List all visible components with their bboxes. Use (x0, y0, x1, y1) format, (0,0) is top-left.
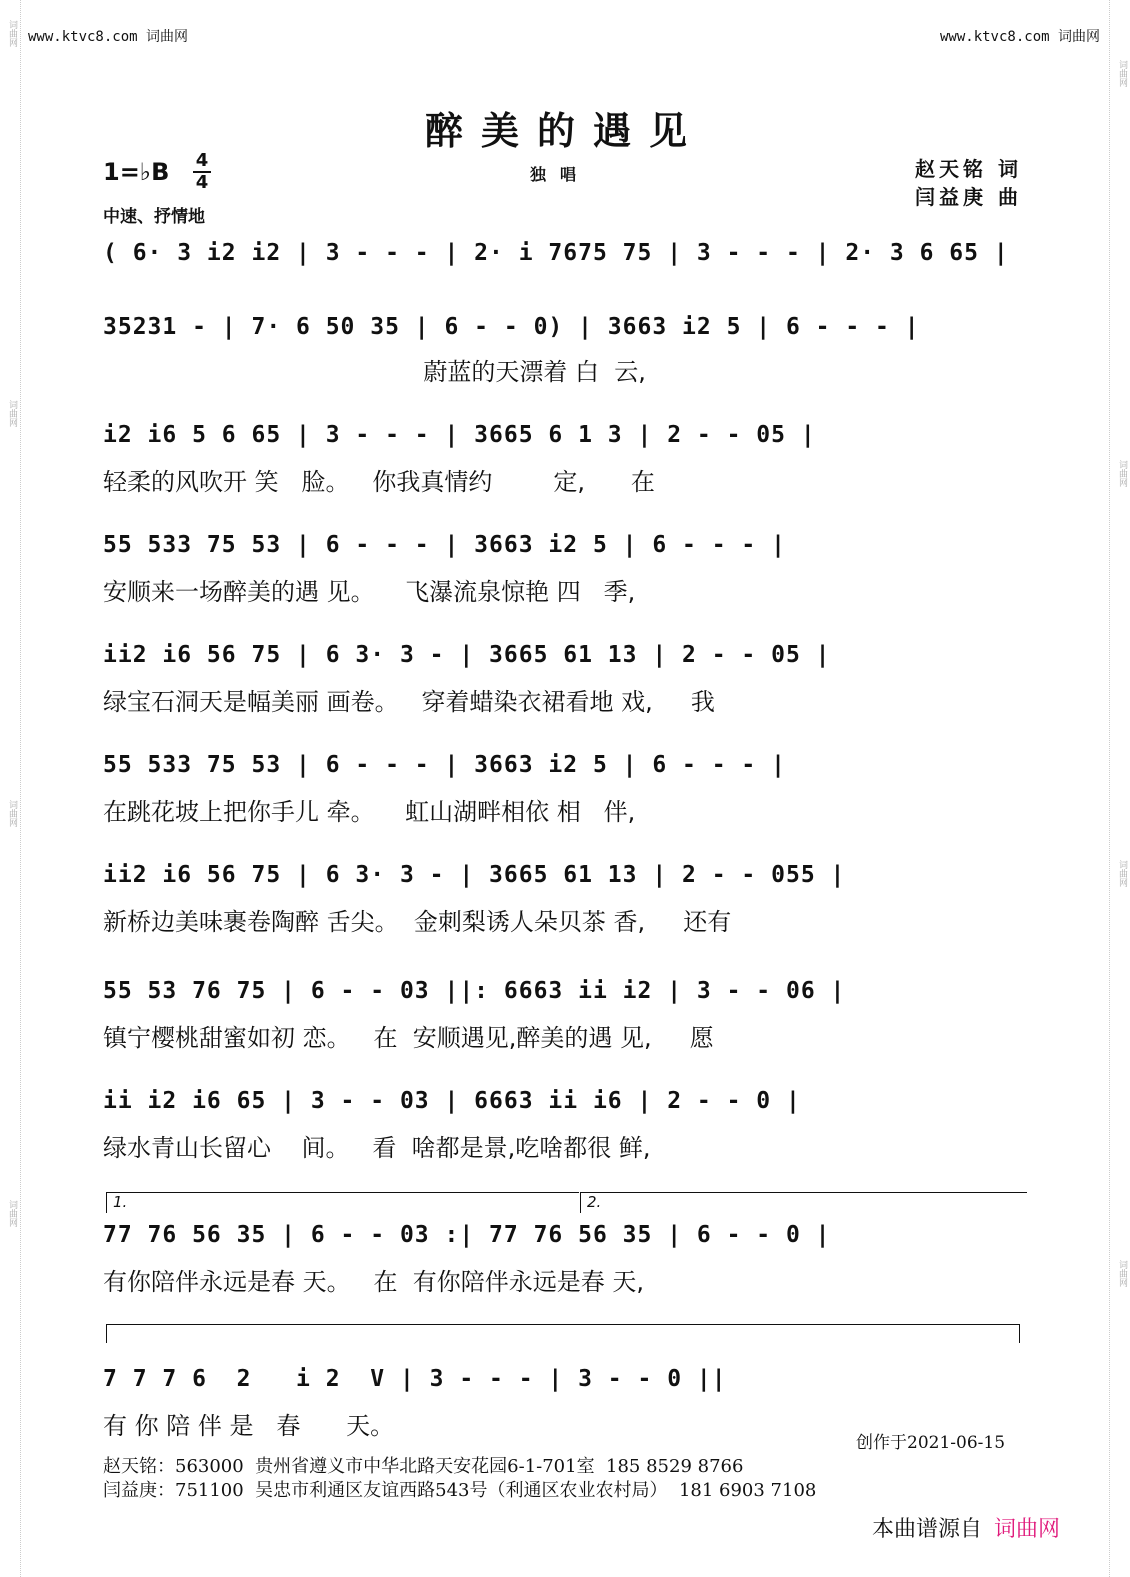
site-watermark-right: www.ktvc8.com 词曲网 (939, 29, 1100, 45)
notes-line: 77 76 56 35 | 6 - - 03 :| 77 76 56 35 | 6 - - 0 | (103, 1222, 831, 1248)
lyrics-line: 安顺来一场醉美的遇 见。 飞瀑流泉惊艳 四 季, (103, 578, 636, 606)
notes-line: ii2 i6 56 75 | 6 3· 3 - | 3665 61 13 | 2 - - 05 | (103, 642, 831, 668)
lyrics-line: 新桥边美味裹卷陶醉 舌尖。 金刺梨诱人朵贝茶 香, 还有 (103, 908, 732, 936)
notes-line: i2 i6 5 6 65 | 3 - - - | 3665 6 1 3 | 2 - - 05 | (103, 422, 816, 448)
ending-bracket (106, 1324, 1020, 1343)
source-brand-link[interactable]: 词曲网 (994, 1517, 1061, 1542)
side-watermark: 词曲网 (1117, 460, 1127, 487)
side-watermark: 词曲网 (7, 400, 17, 427)
lyrics-line: 有你陪伴永远是春 天。 在 有你陪伴永远是春 天, (103, 1268, 645, 1296)
lyrics-line: 绿宝石洞天是幅美丽 画卷。 穿着蜡染衣裙看地 戏, 我 (103, 688, 715, 716)
left-watermark-strip (0, 0, 21, 1577)
lyrics-line: 有 你 陪 伴 是 春 天。 (103, 1412, 395, 1440)
song-title: 醉美的遇见 (424, 108, 705, 153)
time-signature (193, 152, 211, 192)
meter-bottom: 4 (195, 172, 209, 193)
lyricist-credit: 赵天铭 词 (915, 157, 1022, 181)
notes-line: ( 6· 3 i2 i2 | 3 - - - | 2· i 7675 75 | 3 - - - | 2· 3 6 65 | (103, 240, 1009, 266)
composer-contact: 闫益庚：751100 吴忠市利通区友谊西路543号（利通区农业农村局） 181 6903 7108 (103, 1480, 817, 1501)
key-signature: 1=♭B (103, 158, 170, 186)
side-watermark: 词曲网 (1117, 1260, 1127, 1287)
side-watermark: 词曲网 (1117, 60, 1127, 87)
notes-line: 35231 - | 7· 6 50 35 | 6 - - 0) | 3663 i2 5 | 6 - - - | (103, 314, 920, 340)
side-watermark: 词曲网 (7, 800, 17, 827)
first-ending-bracket: 1. (106, 1192, 579, 1213)
right-watermark-strip (1109, 0, 1130, 1577)
composition-date: 创作于2021-06-15 (856, 1433, 1006, 1453)
performance-form: 独唱 (530, 165, 591, 184)
side-watermark: 词曲网 (7, 1200, 17, 1227)
lyrics-line: 在跳花坡上把你手儿 牵。 虹山湖畔相依 相 伴, (103, 798, 636, 826)
lyrics-line: 镇宁樱桃甜蜜如初 恋。 在 安顺遇见,醉美的遇 见, 愿 (103, 1024, 714, 1052)
side-watermark: 词曲网 (7, 20, 17, 47)
composer-credit: 闫益庚 曲 (915, 185, 1022, 209)
notes-line: 55 53 76 75 | 6 - - 03 ||: 6663 ii i2 | 3 - - 06 | (103, 978, 846, 1004)
notes-line: ii2 i6 56 75 | 6 3· 3 - | 3665 61 13 | 2 - - 055 | (103, 862, 846, 888)
lyrics-line: 绿水青山长留心 间。 看 啥都是景,吃啥都很 鲜, (103, 1134, 651, 1162)
source-footer (872, 1512, 1060, 1543)
lyricist-contact: 赵天铭：563000 贵州省遵义市中华北路天安花园6-1-701室 185 8529 8766 (103, 1456, 744, 1477)
side-watermark: 词曲网 (1117, 860, 1127, 887)
second-ending-bracket: 2. (580, 1192, 1027, 1213)
notes-line: ii i2 i6 65 | 3 - - 03 | 6663 ii i6 | 2 - - 0 | (103, 1088, 801, 1114)
meter-top: 4 (195, 150, 209, 171)
notes-line: 7 7 7 6 2 i 2 V | 3 - - - | 3 - - 0 || (103, 1366, 727, 1392)
site-watermark-left: www.ktvc8.com 词曲网 (28, 29, 189, 45)
notes-line: 55 533 75 53 | 6 - - - | 3663 i2 5 | 6 - - - | (103, 752, 786, 778)
lyrics-line: 轻柔的风吹开 笑 脸。 你我真情约 定, 在 (103, 468, 655, 496)
notes-line: 55 533 75 53 | 6 - - - | 3663 i2 5 | 6 - - - | (103, 532, 786, 558)
tempo-marking: 中速、抒情地 (103, 207, 205, 227)
lyrics-line: 蔚蓝的天漂着 白 云, (103, 358, 646, 386)
source-prefix: 本曲谱源自 (872, 1517, 983, 1542)
